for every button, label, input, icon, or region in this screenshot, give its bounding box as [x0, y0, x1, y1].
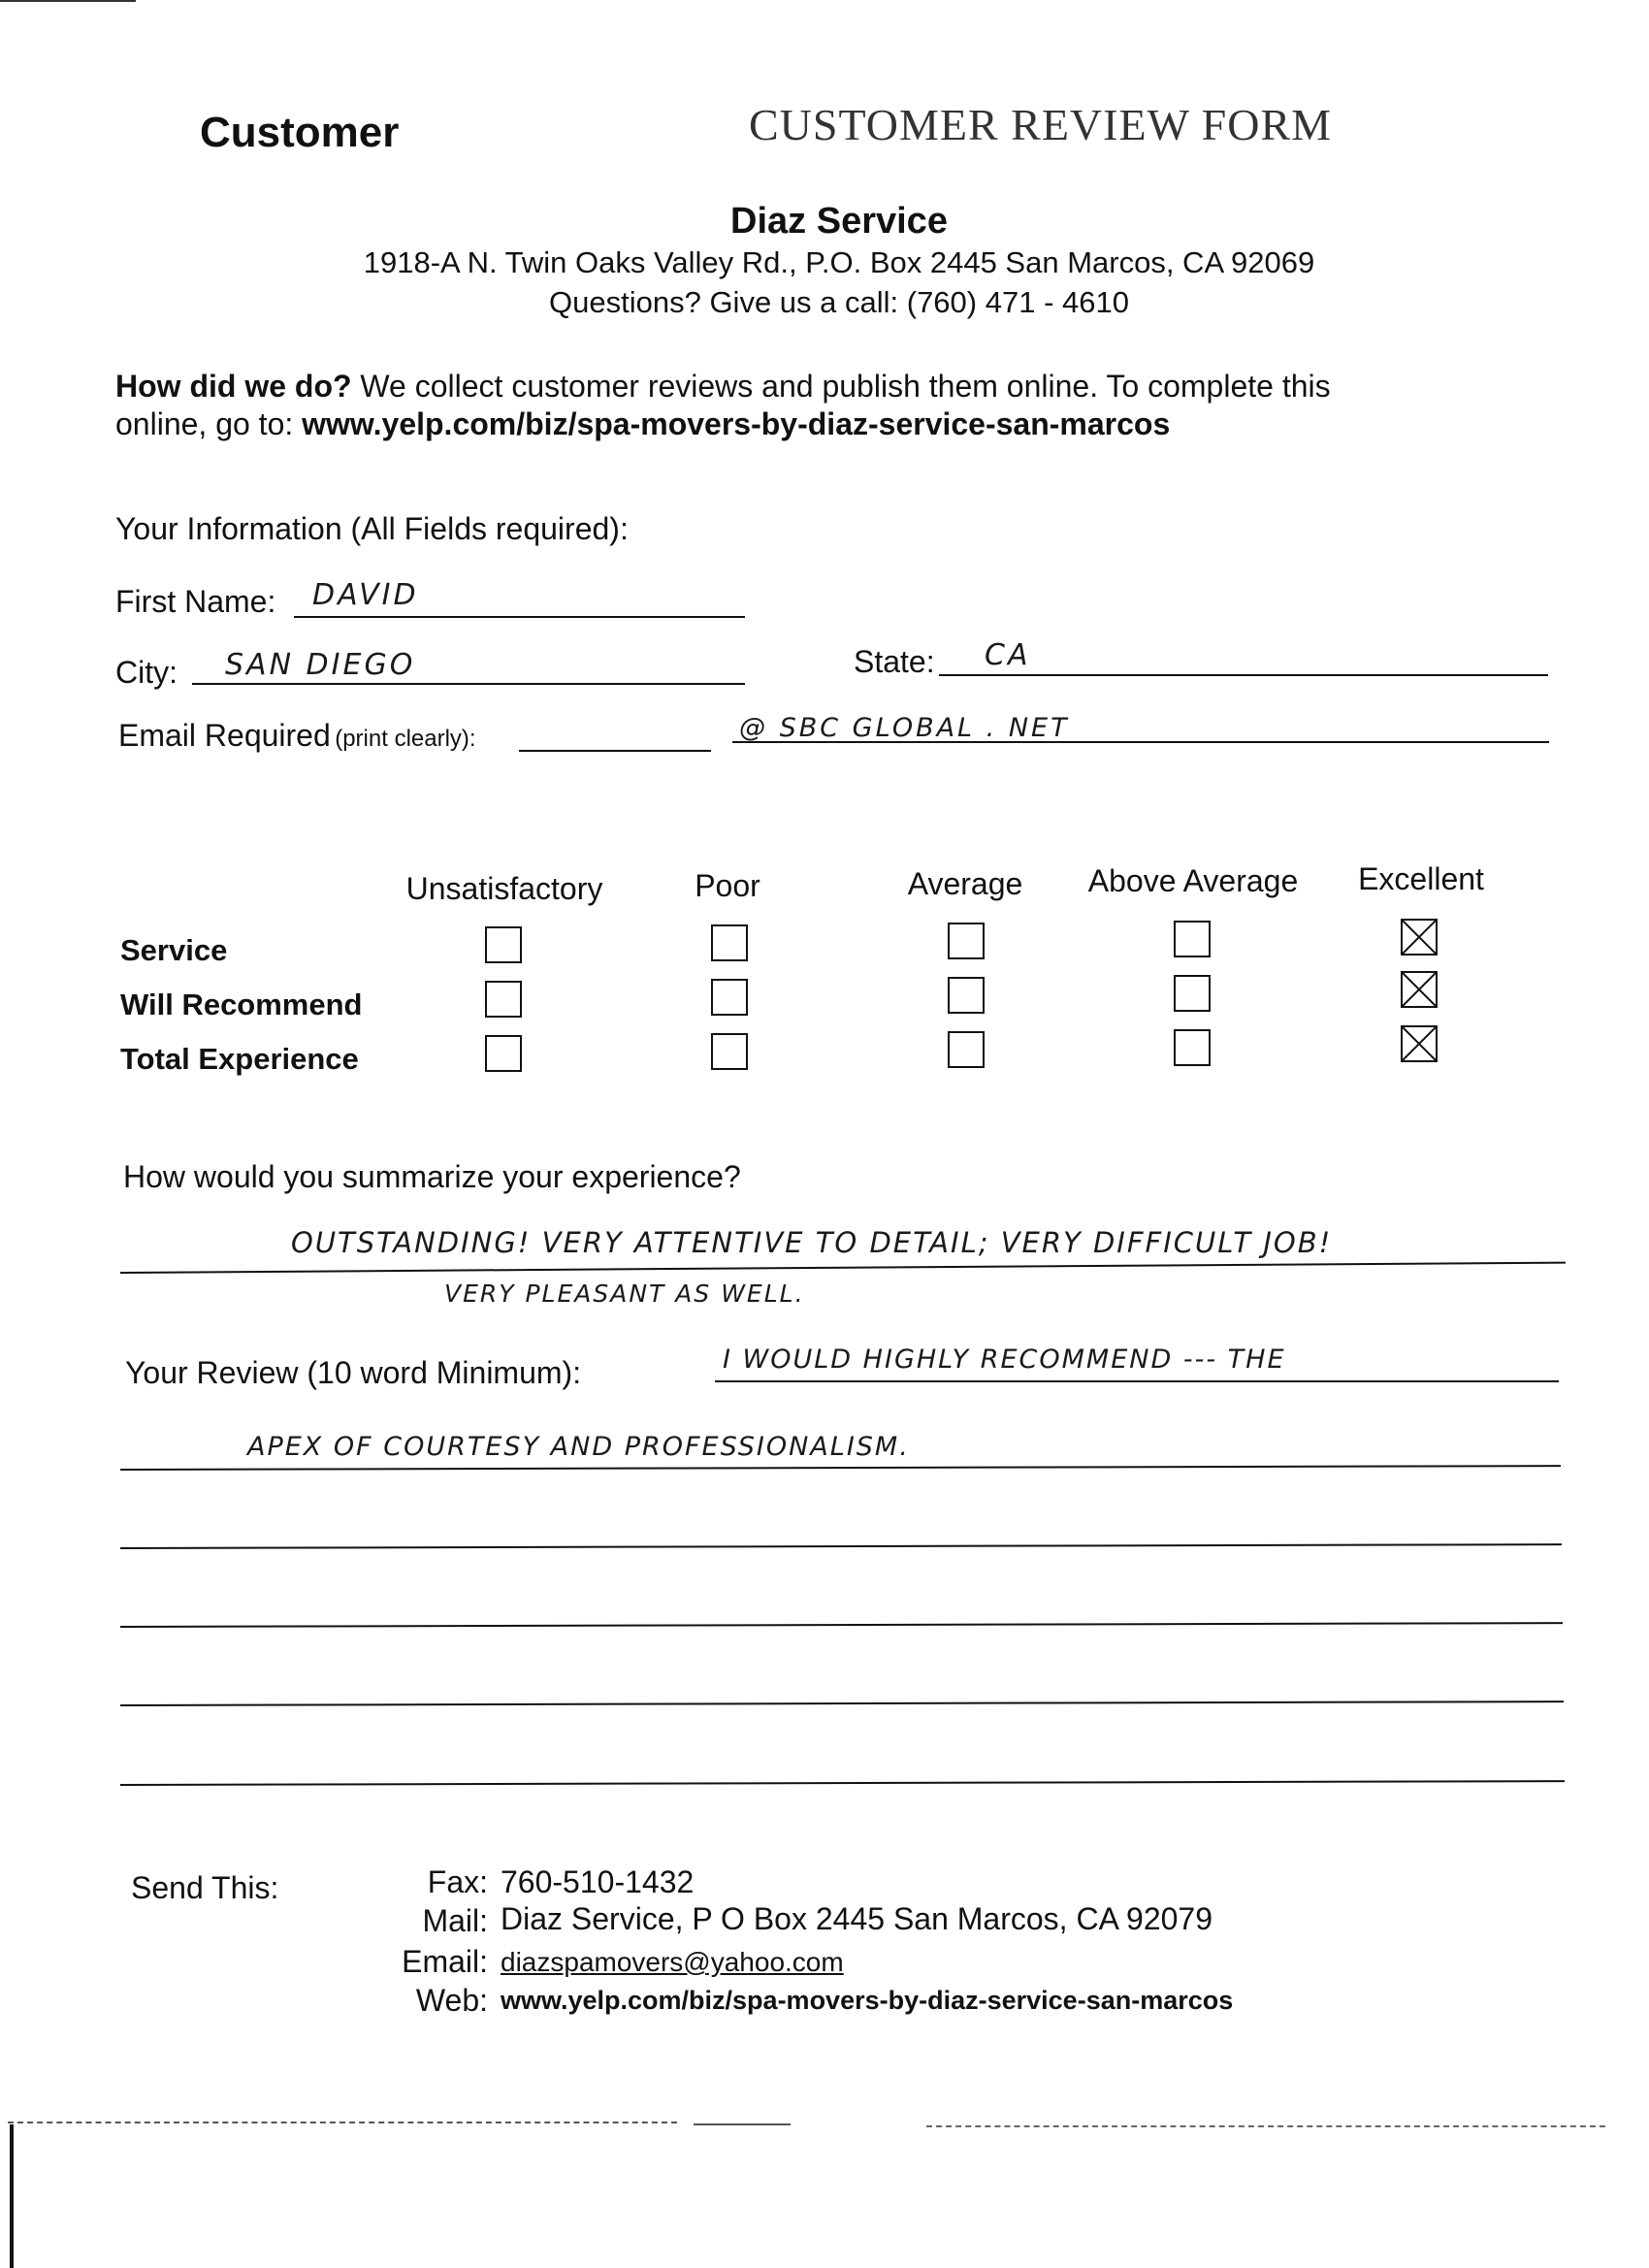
- row-label-total-experience: Total Experience: [120, 1042, 359, 1076]
- fax-value: 760-510-1432: [501, 1864, 695, 1899]
- info-heading: Your Information (All Fields required):: [115, 511, 629, 546]
- scan-mark-bottom-line-2: [694, 2123, 791, 2125]
- summary-line-1: OUTSTANDING! VERY ATTENTIVE TO DETAIL; VERY DIFFICULT JOB!: [291, 1226, 1333, 1259]
- review-line-1: I WOULD HIGHLY RECOMMEND --- THE: [723, 1345, 1286, 1375]
- intro-line-1: [115, 369, 1331, 405]
- send-label: Send This:: [131, 1870, 279, 1905]
- col-head-poor: Poor: [695, 868, 760, 903]
- row-label-will-recommend: Will Recommend: [120, 988, 363, 1021]
- first-name-field[interactable]: [294, 616, 745, 618]
- col-head-excellent: Excellent: [1358, 861, 1484, 896]
- intro-text: We collect customer reviews and publish them online. To complete this: [351, 369, 1331, 404]
- service-average-checkbox[interactable]: [948, 923, 985, 959]
- experience-average-checkbox[interactable]: [948, 1031, 985, 1068]
- review-field-line-2[interactable]: [120, 1465, 1561, 1471]
- intro-url[interactable]: www.yelp.com/biz/spa-movers-by-diaz-service-san-marcos: [302, 406, 1171, 441]
- col-head-average: Average: [907, 866, 1023, 901]
- mail-value: Diaz Service, P O Box 2445 San Marcos, CA 92079: [501, 1901, 1213, 1936]
- city-value: SAN DIEGO: [225, 648, 416, 682]
- service-unsatisfactory-checkbox[interactable]: [485, 926, 522, 963]
- col-head-above-average: Above Average: [1087, 863, 1299, 898]
- form-title: CUSTOMER REVIEW FORM: [749, 100, 1333, 149]
- review-field-line-6[interactable]: [120, 1780, 1565, 1786]
- intro-prefix: online, go to:: [115, 406, 303, 441]
- service-above-average-checkbox[interactable]: [1174, 921, 1211, 957]
- review-line-2: APEX OF COURTESY AND PROFESSIONALISM.: [247, 1432, 910, 1462]
- email-hint: (print clearly):: [335, 726, 476, 752]
- experience-unsatisfactory-checkbox[interactable]: [485, 1035, 522, 1072]
- company-address: 1918-A N. Twin Oaks Valley Rd., P.O. Box 2445 San Marcos, CA 92069: [363, 245, 1315, 279]
- row-label-service: Service: [120, 933, 228, 967]
- review-field-line-3[interactable]: [120, 1543, 1562, 1549]
- review-field-line-4[interactable]: [120, 1622, 1563, 1628]
- web-value[interactable]: www.yelp.com/biz/spa-movers-by-diaz-service-san-marcos: [501, 1986, 1234, 2015]
- recommend-excellent-checkbox[interactable]: [1401, 971, 1438, 1008]
- experience-above-average-checkbox[interactable]: [1174, 1029, 1211, 1066]
- summary-line-2: VERY PLEASANT AS WELL.: [444, 1280, 805, 1308]
- review-field-line-5[interactable]: [120, 1701, 1564, 1706]
- scan-mark-bottom-line: [8, 2122, 677, 2123]
- city-label: City:: [115, 655, 178, 690]
- recommend-average-checkbox[interactable]: [948, 977, 985, 1014]
- experience-excellent-checkbox[interactable]: [1401, 1025, 1438, 1062]
- summary-question: How would you summarize your experience?: [123, 1159, 741, 1194]
- mail-label: Mail:: [422, 1903, 488, 1938]
- recommend-above-average-checkbox[interactable]: [1174, 975, 1211, 1012]
- review-field-line-1[interactable]: [715, 1380, 1559, 1382]
- web-label: Web:: [415, 1983, 488, 2018]
- email-label: Email Required: [118, 718, 331, 753]
- service-poor-checkbox[interactable]: [711, 924, 748, 961]
- review-label: Your Review (10 word Minimum):: [125, 1355, 582, 1390]
- email-value: @ SBC GLOBAL . NET: [739, 713, 1070, 743]
- intro-bold: How did we do?: [115, 369, 352, 404]
- email-label-group: [118, 718, 476, 754]
- email-field-prefix[interactable]: [519, 750, 711, 752]
- left-title: Customer: [200, 109, 400, 156]
- state-value: CA: [985, 638, 1031, 672]
- state-label: State:: [854, 644, 935, 679]
- summary-field-line-1[interactable]: [120, 1262, 1566, 1274]
- first-name-value: DAVID: [312, 578, 419, 612]
- intro-line-2: [115, 406, 1170, 442]
- service-excellent-checkbox[interactable]: [1401, 919, 1438, 956]
- company-name: Diaz Service: [730, 201, 948, 242]
- city-field[interactable]: [192, 683, 745, 685]
- recommend-poor-checkbox[interactable]: [711, 979, 748, 1016]
- recommend-unsatisfactory-checkbox[interactable]: [485, 981, 522, 1018]
- send-email-label: Email:: [402, 1944, 488, 1979]
- col-head-unsatisfactory: Unsatisfactory: [405, 871, 603, 906]
- fax-label: Fax:: [427, 1864, 488, 1899]
- phone-line: Questions? Give us a call: (760) 471 - 4610: [549, 285, 1129, 319]
- scan-mark-top: [0, 0, 136, 2]
- experience-poor-checkbox[interactable]: [711, 1033, 748, 1070]
- send-email-value[interactable]: diazspamovers@yahoo.com: [501, 1947, 844, 1977]
- scan-mark-left-edge: [10, 2124, 14, 2268]
- state-field[interactable]: [939, 674, 1548, 676]
- first-name-label: First Name:: [115, 584, 276, 619]
- scan-mark-bottom-line-3: [926, 2125, 1605, 2127]
